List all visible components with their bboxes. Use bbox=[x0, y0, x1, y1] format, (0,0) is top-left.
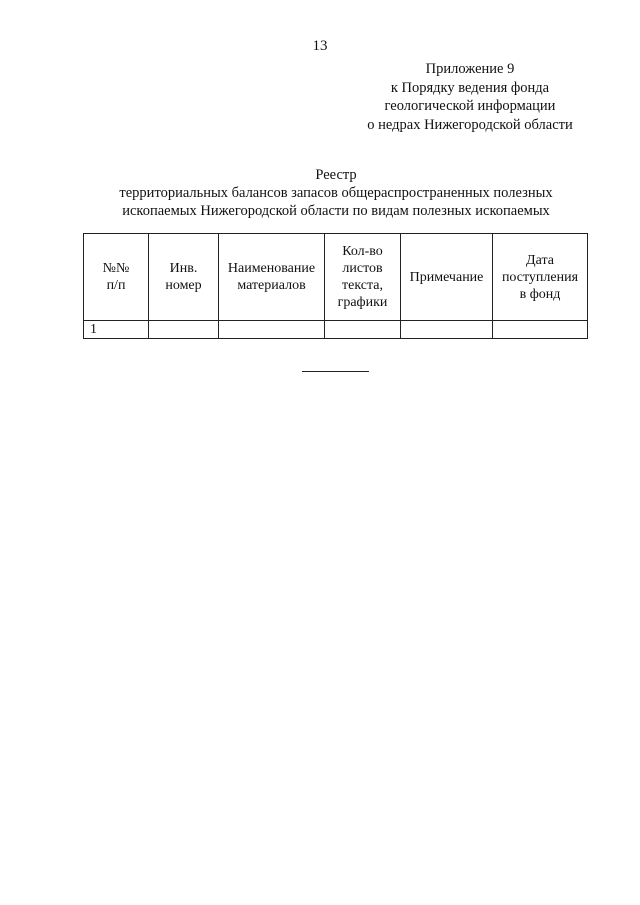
table-row bbox=[84, 321, 588, 339]
table-cell bbox=[219, 321, 325, 339]
header-cell-material-name: Наименование материалов bbox=[219, 234, 325, 321]
appendix-reference bbox=[330, 60, 610, 134]
header-cell-receipt-date: Дата поступления в фонд bbox=[493, 234, 588, 321]
table-cell bbox=[493, 321, 588, 339]
appendix-line: к Порядку ведения фонда bbox=[390, 79, 550, 96]
title-heading: Реестр bbox=[315, 167, 357, 183]
table-cell bbox=[325, 321, 401, 339]
registry-table bbox=[83, 233, 588, 339]
end-divider bbox=[302, 371, 369, 372]
header-cell-note: Примечание bbox=[401, 234, 493, 321]
header-cell-inventory-number: Инв. номер bbox=[149, 234, 219, 321]
appendix-line: о недрах Нижегородской области bbox=[367, 116, 573, 133]
table-cell: 1 bbox=[84, 321, 149, 339]
document-title bbox=[0, 166, 640, 220]
table-cell bbox=[149, 321, 219, 339]
title-line: территориальных балансов запасов общераспространенных полезных bbox=[119, 185, 553, 201]
header-cell-number: №№ п/п bbox=[84, 234, 149, 321]
title-line: ископаемых Нижегородской области по видам полезных ископаемых bbox=[122, 203, 550, 219]
table-cell bbox=[401, 321, 493, 339]
page-number: 13 bbox=[312, 38, 328, 54]
appendix-line: геологической информации bbox=[384, 98, 556, 114]
header-cell-sheet-count: Кол-во листов текста, графики bbox=[325, 234, 401, 321]
table-header-row bbox=[84, 234, 588, 321]
appendix-line: Приложение 9 bbox=[425, 61, 515, 77]
